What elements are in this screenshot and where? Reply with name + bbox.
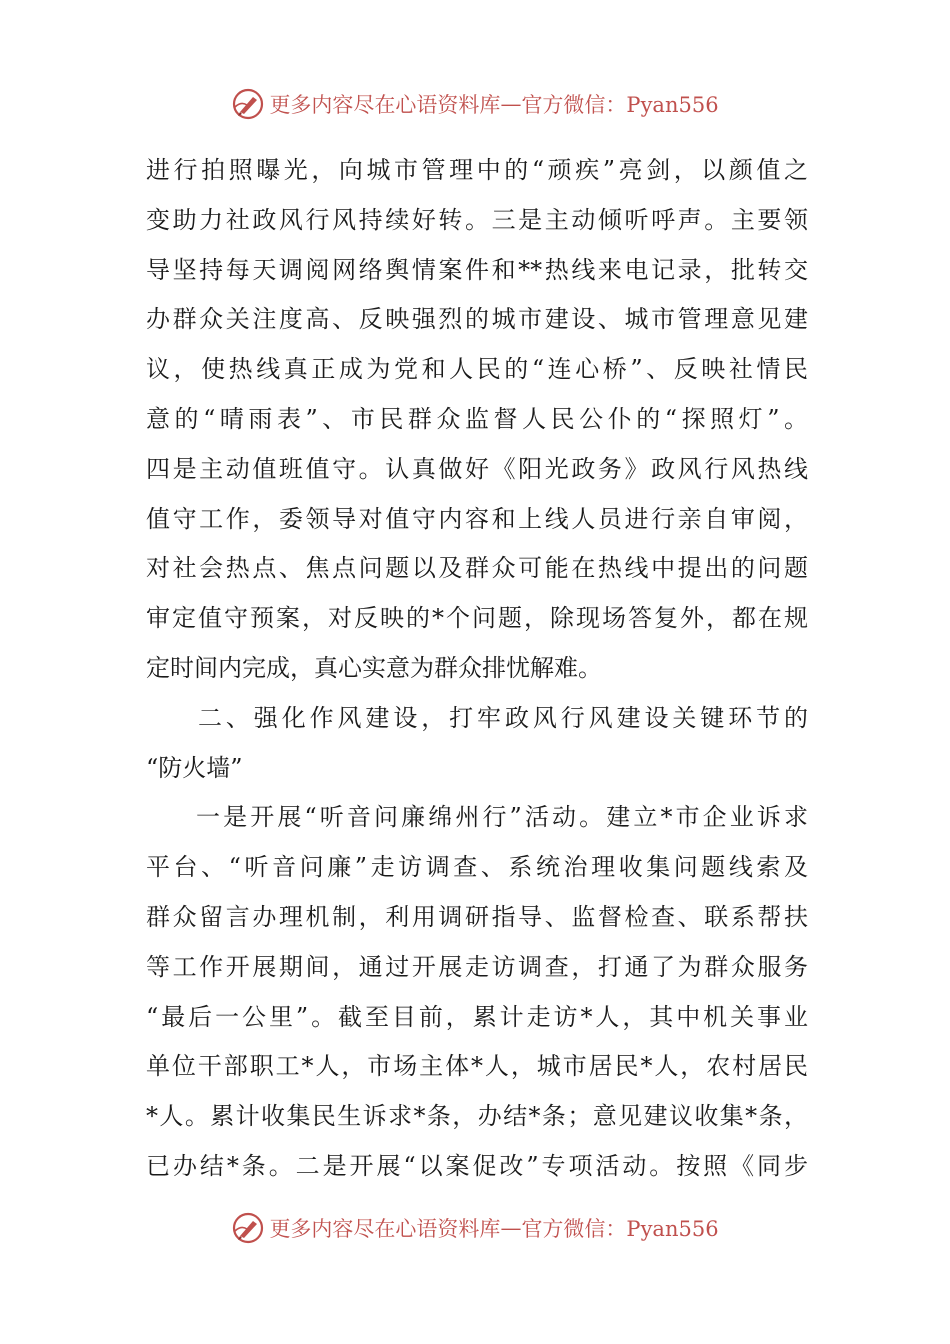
text-line: 变助力社政风行风持续好转。三是主动倾听呼声。主要领 [146,205,808,234]
text-line: 进行拍照曝光，向城市管理中的“顽疾”亮剑，以颜值之 [146,156,808,184]
text-line: 一是开展“听音问廉绵州行”活动。建立*市企业诉求 [196,803,808,832]
text-line: 单位干部职工*人，市场主体*人，城市居民*人，农村居民 [146,1052,808,1081]
footer-site-text: 更多内容尽在心语资料库 [269,1217,501,1241]
text-line: 四是主动值班值守。认真做好《阳光政务》政风行风热线 [146,454,808,483]
text-line: 已办结*条。二是开展“以案促改”专项活动。按照《同步 [146,1151,808,1180]
footer-banner [0,1208,950,1248]
text-line: 平台、“听音问廉”走访调查、系统治理收集问题线索及 [146,853,808,882]
section-heading: 二、强化作风建设，打牢政风行风建设关键环节的 [198,703,808,732]
text-line: 群众留言办理机制，利用调研指导、监督检查、联系帮扶 [146,902,808,931]
text-line: 意的“晴雨表”、市民群众监督人民公仆的“探照灯”。 [146,404,808,433]
text-line: 导坚持每天调阅网络舆情案件和**热线来电记录，批转交 [146,255,808,284]
footer-wechat-text: 官方微信：Pyan556 [521,1217,719,1241]
text-line: 定时间内完成，真心实意为群众排忧解难。 [146,653,602,682]
text-line: 对社会热点、焦点问题以及群众可能在热线中提出的问题 [146,554,808,583]
text-line: 办群众关注度高、反映强烈的城市建设、城市管理意见建 [146,305,808,334]
document-body [146,146,808,1192]
pen-circle-logo-icon [231,1211,265,1245]
section-heading-cont: “防火墙” [146,753,243,782]
text-line: 值守工作，委领导对值守内容和上线人员进行亲自审阅， [146,504,808,533]
pen-circle-logo-icon [231,87,265,121]
header-site-text: 更多内容尽在心语资料库 [269,93,501,117]
header-banner [0,84,950,124]
text-line: 议，使热线真正成为党和人民的“连心桥”、反映社情民 [146,355,808,384]
header-dash: — [500,92,522,116]
header-wechat-text: 官方微信：Pyan556 [521,93,719,117]
text-line: 审定值守预案，对反映的*个问题，除现场答复外，都在规 [146,604,808,633]
text-line: 等工作开展期间，通过开展走访调查，打通了为群众服务 [146,952,808,981]
text-line: *人。累计收集民生诉求*条，办结*条；意见建议收集*条， [146,1102,808,1131]
footer-dash: — [500,1216,522,1240]
text-line: “最后一公里”。截至目前，累计走访*人，其中机关事业 [146,1002,808,1031]
